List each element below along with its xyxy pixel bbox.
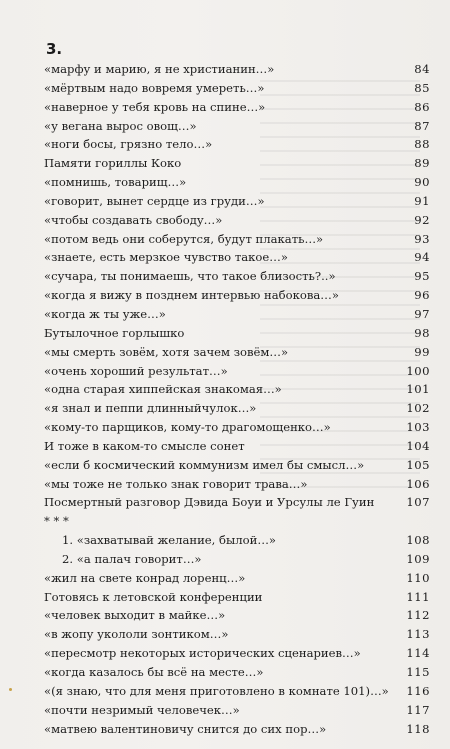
toc-entry bbox=[44, 380, 430, 399]
toc-entry-page-number: 118 bbox=[406, 721, 430, 736]
toc-entry bbox=[44, 606, 430, 625]
toc-entry-title: Готовясь к летовской конференции bbox=[44, 589, 263, 604]
toc-entry-title: «матвею валентиновичу снится до сих пор…» bbox=[44, 721, 327, 736]
toc-entry-title: «марфу и марию, я не христианин…» bbox=[44, 62, 275, 76]
section-heading: 3. bbox=[46, 40, 63, 58]
toc-entry-page-number: 87 bbox=[414, 118, 430, 133]
toc-entry-title: «мёртвым надо вовремя умереть…» bbox=[44, 80, 265, 95]
toc-entry-page-number: 108 bbox=[406, 533, 430, 548]
toc-entry-page-number: 86 bbox=[414, 99, 430, 114]
toc-entry bbox=[44, 663, 430, 682]
toc-entry-page-number: 88 bbox=[414, 137, 430, 152]
toc-entry-title: «наверное у тебя кровь на спине…» bbox=[44, 99, 266, 114]
toc-entry bbox=[44, 362, 430, 381]
toc-entry bbox=[44, 267, 430, 286]
toc-entry bbox=[44, 173, 430, 192]
toc-entry bbox=[44, 79, 430, 98]
toc-entry bbox=[44, 399, 430, 418]
toc-entry-title: «одна старая хиппейская знакомая…» bbox=[44, 382, 282, 397]
toc-entry bbox=[44, 550, 430, 569]
toc-entry bbox=[44, 324, 430, 343]
toc-entry-title: «чтобы создавать свободу…» bbox=[44, 212, 223, 227]
toc-entry-page-number: 99 bbox=[414, 344, 430, 359]
toc-entry-page-number: 113 bbox=[406, 627, 430, 642]
toc-entry-title: «сучара, ты понимаешь, что такое близость?..» bbox=[44, 269, 336, 284]
toc-entry-page-number: 84 bbox=[414, 62, 430, 76]
toc-entry bbox=[44, 437, 430, 456]
toc-entry-title: «мы смерть зовём, хотя зачем зовём…» bbox=[44, 344, 289, 359]
toc-entry-page-number: 89 bbox=[414, 156, 430, 171]
toc-entry bbox=[44, 135, 430, 154]
toc-entry-page-number: 101 bbox=[406, 382, 430, 397]
toc-entry-title: «пересмотр некоторых исторических сценариев…» bbox=[44, 646, 361, 661]
toc-entry bbox=[44, 644, 430, 663]
toc-entry bbox=[44, 418, 430, 437]
toc-entry bbox=[44, 682, 430, 701]
toc-entry-title: Бутылочное горлышко bbox=[44, 325, 185, 340]
toc-entry-page-number: 110 bbox=[406, 570, 430, 585]
toc-entry-title: «ноги босы, грязно тело…» bbox=[44, 137, 213, 152]
toc-entry bbox=[44, 192, 430, 211]
toc-entry bbox=[44, 230, 430, 249]
toc-entry-title: «человек выходит в майке…» bbox=[44, 608, 226, 623]
toc-entry-title: И тоже в каком-то смысле сонет bbox=[44, 438, 245, 453]
toc-entry-title: «когда казалось бы всё на месте…» bbox=[44, 665, 264, 679]
toc-entry bbox=[44, 588, 430, 607]
toc-entry-title: «если б космический коммунизм имел бы смысл…» bbox=[44, 457, 365, 472]
toc-entry-title: «потом ведь они соберутся, будут плакать…» bbox=[44, 231, 324, 246]
toc-entry-title: «у вегана вырос овощ…» bbox=[44, 118, 197, 133]
toc-entry-title: 2. «а палач говорит…» bbox=[62, 551, 202, 566]
toc-entry bbox=[44, 493, 430, 512]
toc-entry-page-number: 103 bbox=[406, 420, 430, 435]
toc-entry-title: «жил на свете конрад лоренц…» bbox=[44, 570, 246, 585]
toc-entry-page-number: 112 bbox=[406, 608, 430, 623]
toc-entry bbox=[44, 60, 430, 79]
toc-entry-page-number: 92 bbox=[414, 212, 430, 227]
toc-entry bbox=[44, 625, 430, 644]
toc-entry-title: «я знал и пеппи длинныйчулок…» bbox=[44, 401, 257, 416]
toc-entry-title: Памяти гориллы Коко bbox=[44, 156, 182, 171]
page-speck bbox=[9, 688, 12, 691]
toc-entry bbox=[44, 569, 430, 588]
toc-entry-title: «почти незримый человечек…» bbox=[44, 702, 240, 717]
toc-entry-page-number: 91 bbox=[414, 193, 430, 208]
toc-entry-title: «кому-то парщиков, кому-то драгомощенко…» bbox=[44, 420, 331, 435]
toc-entry-title: «помнишь, товарищ…» bbox=[44, 175, 187, 190]
toc-entry bbox=[44, 286, 430, 305]
toc-entry-page-number: 111 bbox=[406, 589, 430, 604]
toc-entry-page-number: 98 bbox=[414, 325, 430, 340]
toc-entry bbox=[44, 98, 430, 117]
toc-entry-page-number: 107 bbox=[406, 495, 430, 510]
toc-entry bbox=[44, 701, 430, 720]
toc-entry-page-number: 93 bbox=[414, 231, 430, 246]
toc-entry-title: «говорит, вынет сердце из груди…» bbox=[44, 193, 265, 208]
toc-entry-page-number: 115 bbox=[406, 665, 430, 679]
toc-entry bbox=[44, 720, 430, 739]
toc-entry-title: «в жопу укололи зонтиком…» bbox=[44, 627, 229, 642]
toc-entry-page-number: 90 bbox=[414, 175, 430, 190]
toc-entry-title: «знаете, есть мерзкое чувство такое…» bbox=[44, 250, 288, 265]
toc-entry-page-number: 105 bbox=[406, 457, 430, 472]
toc-entry-title: «очень хороший результат…» bbox=[44, 363, 228, 378]
toc-entry bbox=[44, 305, 430, 324]
toc-entry bbox=[44, 456, 430, 475]
toc-entry-title: * * * bbox=[44, 514, 69, 529]
toc-entry bbox=[44, 211, 430, 230]
toc-entry bbox=[44, 154, 430, 173]
toc-entry-page-number: 106 bbox=[406, 476, 430, 491]
toc-entry-page-number: 94 bbox=[414, 250, 430, 265]
toc-entry bbox=[44, 512, 430, 531]
toc-entry-page-number: 117 bbox=[406, 702, 430, 717]
toc-entry bbox=[44, 531, 430, 550]
toc-entry-page-number: 114 bbox=[406, 646, 430, 661]
toc-entry-page-number: 95 bbox=[414, 269, 430, 284]
toc-entry-page-number: 85 bbox=[414, 80, 430, 95]
toc-entry-page-number: 97 bbox=[414, 306, 430, 321]
toc-entry-page-number: 109 bbox=[406, 551, 430, 566]
toc-entry-title: Посмертный разговор Дэвида Боуи и Урсулы ле Гуин bbox=[44, 495, 375, 510]
toc-entry-page-number: 100 bbox=[406, 363, 430, 378]
toc-entry-title: 1. «захватывай желание, былой…» bbox=[62, 533, 277, 548]
toc-entry-title: «когда ж ты уже…» bbox=[44, 306, 166, 321]
toc-entry bbox=[44, 117, 430, 136]
toc-entry-title: «мы тоже не только знак говорит трава…» bbox=[44, 476, 308, 491]
toc-entry-title: «когда я вижу в позднем интервью набокова…» bbox=[44, 288, 339, 303]
toc-entry bbox=[44, 343, 430, 362]
toc-entry-title: «(я знаю, что для меня приготовлено в комнате 101)…» bbox=[44, 683, 389, 698]
toc-entry bbox=[44, 475, 430, 494]
table-of-contents bbox=[44, 60, 430, 738]
toc-entry-page-number: 104 bbox=[406, 438, 430, 453]
toc-entry-page-number: 102 bbox=[406, 401, 430, 416]
toc-entry-page-number: 96 bbox=[414, 288, 430, 303]
toc-entry-page-number: 116 bbox=[406, 683, 430, 698]
toc-entry bbox=[44, 248, 430, 267]
